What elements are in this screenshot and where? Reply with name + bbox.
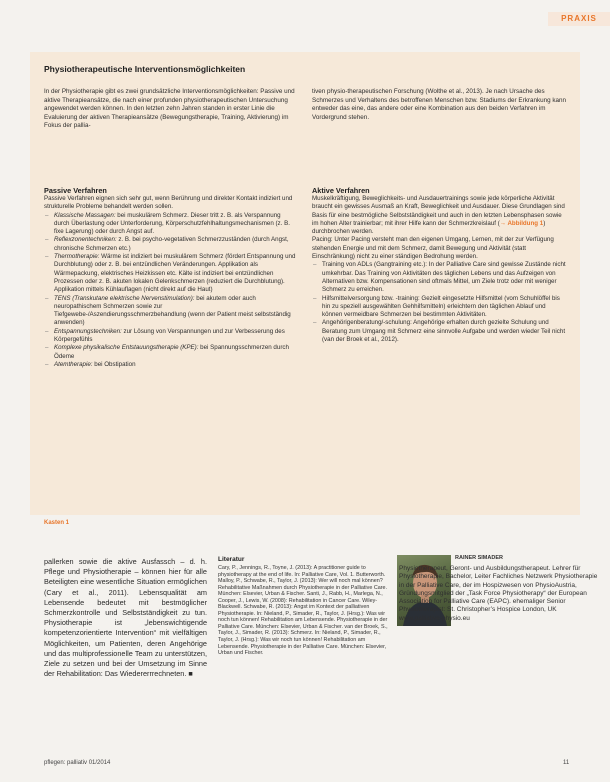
literature-text: Cary, P., Jennings, R., Toyne, J. (2013): A practitioner guide to physiotherapy at the end of life. In: Palliative Care, Vol. 1. Butterworth. Malloy, P., Schwabe, R., Taylor, J. (2013): Wer will noch mal können? Rehabilitative Maßnahmen durch Physiotherapie in der Palliative Care. München: Elsevier, Urban & Fischer. Santi, J., Rabb, H., Marlega, N., Cooper, J., Lewis, W. (2008): Rehabilitation in Cancer Care. Wiley-Blackwell. Schwabe, R. (2013): Angst im Kontext der palliativen Physiotherapie. In: Nieland, P., Simader, R., Taylor, J. (Hrsg.): Was wir noch tun können! Rehabilitation am Lebensende. Physiotherapie in der Palliative Care. München: Elsevier, Urban & Fischer. van der Broek, S., Taylor, J., Simader, R. (2013): Schmerz. In: Nieland, P., Simader, R., Taylor, J. (Hrsg.): Was wir noch tun können! Rehabilitation am Lebensende. Physiotherapie in der Palliative Care. München: Elsevier, Urban und Fischer. [218,565,388,657]
item-text: bei akutem oder auch neuropathischem Schmerzen sowie zur Tiefgewebe-/Aszendierungsschmerzbehandlung (wenn der Patient meist selbstständig anwenden) [54,294,291,327]
list-item [54,295,296,328]
item-text: Wärme ist indiziert bei muskulärem Schmerz (fördert Entspannung und Durchblutung) oder z. B. bei entzündlichen Veränderungen. Applikation als Wärmepackung, elektrisches Heizkissen etc. Kälte ist indiziert bei entzündlichen Prozessen oder z. B. akuten lokalen Gelenkschmerzen (reduziert die Durchblutung). Applikation mittels Kühlauflagen (nicht direkt auf die Haut) [54,253,296,294]
list-item [54,212,296,237]
footer-publication: pflegen: palliativ 01/2014 [44,760,111,766]
literature-title: Literatur [218,556,245,563]
list-item [54,344,296,361]
active-list [312,261,567,344]
list-item: – Training von ADLs (Gangtraining etc.): In der Palliative Care sind gewisse Zustände nicht umkehrbar. Das Training von Aktivitäten des täglichen Lebens und das Aufzeigen von Alternativen bzw. Kompensationen sind oftmals Mittel, um Ziele trotz oder mit weniger Schmerz zu erreichen. [322,261,567,294]
figure-reference-link[interactable]: → Abbildung 1 [499,219,544,227]
active-heading: Aktive Verfahren [312,186,370,195]
box-title: Physiotherapeutische Interventionsmöglichkeiten [44,64,246,74]
passive-column [44,195,296,369]
item-head: Thermotherapie: [54,253,100,261]
active-intro [312,195,567,236]
item-head: TENS (Transkutane elektrische Nervenstimulation): [54,294,195,302]
author-name: RAINER SIMADER [455,555,503,561]
item-head: Klassische Massagen: [54,211,116,219]
list-item: – Angehörigenberatung/-schulung: Angehörige erhalten durch gezielte Schulung und Beratung zum Umgang mit Schmerz eine sinnvolle Aufgabe und werden wieder Teil nicht (van der Broek et al., 2012). [322,319,567,344]
list-item: – Hilfsmittelversorgung bzw. -training: Gezielt eingesetzte Hilfsmittel (vom Schuhlöffel bis hin zu speziell ausgewählten Gehhilfsmitteln) erleichtern den täglichen Ablauf und können vermeidbare Schmerzen bei bestimmten Aktivitäten. [322,295,567,320]
active-intro-text: Muskelkräftigung, Beweglichkeits- und Ausdauertrainings sowie jede körperliche Aktivität braucht ein gewisses Ausmaß an Kraft, Beweglichkeit und Ausdauer. Diese Grundlagen sind Basis für eine bestmögliche Selbstständigkeit und auch in den letzten Lebensphasen sowie im hohen Alter trainierbar; mit ihrer Hilfe kann der Schmerzkreislauf ( [312,195,565,227]
item-text: bei Spannungsschmerzen durch Ödeme [54,344,289,360]
item-text: bei muskulärem Schmerz. Dieser tritt z. B. als Verspannung durch Überlastung oder Unterforderung, Körperschutzfehlhaltungsmechanismen (z. B. fixe Lagerung) oder durch Angst auf. [54,211,290,236]
active-intro-end: ) durchbrochen werden. [312,219,546,236]
passive-heading: Passive Verfahren [44,186,107,195]
list-item [54,328,296,345]
page-number: 11 [563,760,570,766]
passive-intro: Passive Verfahren eignen sich sehr gut, wenn Berührung und direkter Kontakt indiziert und strukturelle Probleme behandelt werden sollen. [44,195,293,211]
pacing-text: Pacing: Unter Pacing versteht man den eigenen Umgang, Lernen, mit der zur Verfügung stehenden Energie und mit dem Schmerz, damit Bewegung und Aktivität (statt Einschränkung) nicht zu einer ständigen Bedrohung werden. [312,236,554,261]
literature [218,556,390,657]
item-head: Atemtherapie: [54,360,93,368]
list-item [54,236,296,253]
box-caption: Kasten 1 [44,520,70,526]
list-item [54,253,296,294]
author-bio: Physiotherapeut, Geront- und Ausbildungstherapeut. Lehrer für Physiotherapie, Bachelor, Leiter Fachliches Netzwerk Physiotherapie in der Palliative Care, der im Hospizwesen von PhysioAustria, Gründungsmitglied der „Task Force Physiotherapy“ der European Association for Palliative Care (EAPC). ehemaliger Senior Physiotherapist: St. Christopher’s Hospice London, UK www.palliative-physio.eu [399,565,598,622]
item-text: bei Obstipation [92,360,136,368]
intro-left: In der Physiotherapie gibt es zwei grundsätzliche Interventionsmöglichkeiten: Passive und aktive Therapieansätze, die nach einer profunden physiotherapeutischen Untersuchung angewendet werden können. In den letzten zehn Jahren standen in erster Linie die Evaluierung der aktiven Therapieansätze (Bewegungstherapie, Training, Aktivierung) im Fokus der pallia- [44,88,295,130]
body-text: pallerken sowie die aktive Ausfassch – d. h. Pflege und Physiotherapie – können hier für alle Beteiligten eine wesentliche Situation ermöglichen (Cary et al., 2011). Lebensqualität am Lebensende bedeutet mit bestmöglicher Schmerzkontrolle und Selbstständigkeit zu tun. Physiotherapie ist „lebenswichtigende kompetenzorientierte Intervention“ mit vielfältigen Möglichkeiten, um Patienten, deren Angehörige und das multiprofessionelle Team zu unterstützen, Ziele zu setzen und bei der Umsetzung im Sinne der Rehabilitation: Das Wiedererrrechneten. ■ [44,557,207,679]
active-column [312,195,567,344]
item-head: Reflexzonentechniken: [54,236,117,244]
item-text: zur Lösung von Verspannungen und zur Verbesserung des Körpergefühls [54,327,285,344]
item-text: z. B. bei psycho-vegetativen Schmerzzuständen (durch Angst, chronische Schmerzen etc.) [54,236,289,252]
section-tag: PRAXIS [548,12,610,26]
item-head: Entspannungstechniken: [54,327,122,335]
item-head: Komplexe physikalische Entstauungstherapie (KPE): [54,344,199,352]
intro-right: tiven physio-therapeutischen Forschung (Wolthe et al., 2013). Je nach Ursache des Schmerzes und Verhaltens des betroffenen Menschen bzw. Stadiums der Erkrankung kann entweder das eine, das andere oder eine Kombination aus den beiden Verfahren im Vordergrund stehen. [312,88,567,121]
passive-list [44,212,296,370]
list-item [54,361,296,369]
